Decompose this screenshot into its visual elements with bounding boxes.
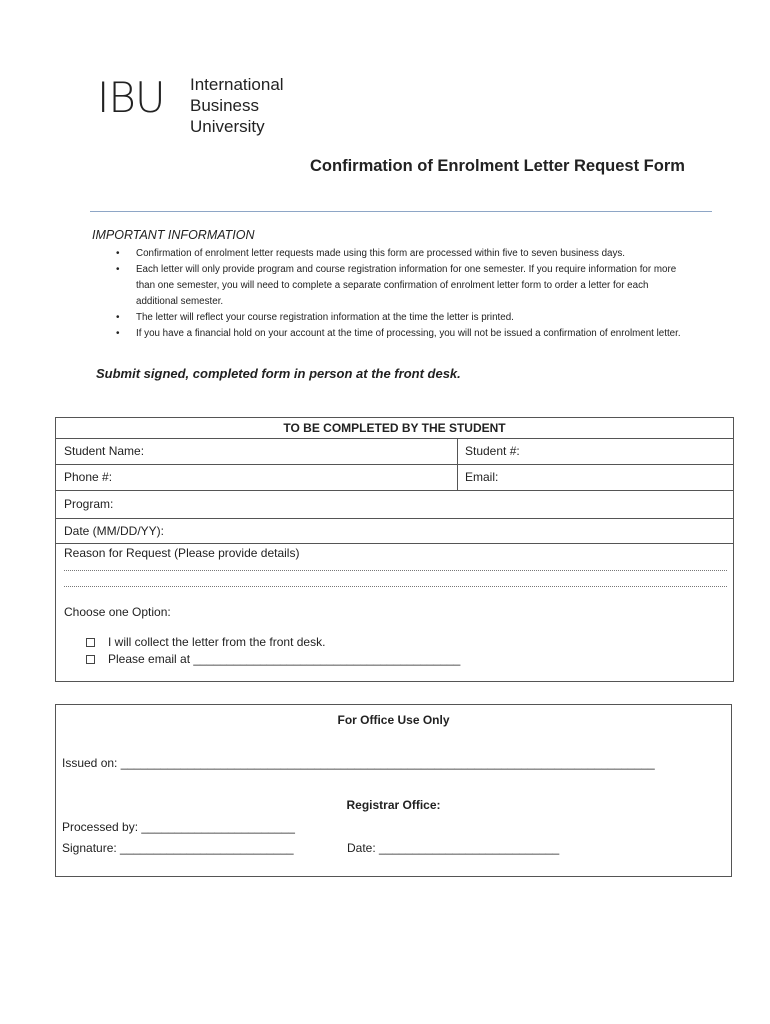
office-section-header: For Office Use Only — [337, 713, 450, 727]
reason-line[interactable] — [64, 586, 727, 587]
form-title: Confirmation of Enrolment Letter Request Form — [310, 157, 685, 175]
student-number-field[interactable]: Student #: — [465, 444, 520, 458]
logo-line: International — [190, 75, 284, 94]
info-item: • The letter will reflect your course registration information at the time the letter is printed. — [92, 310, 692, 326]
info-item: • Each letter will only provide program and course registration information for one semester. If you require information for more than one semester, you will need to complete a separate confirmation of enrolment letter form to order a letter for each additional semester. — [92, 262, 692, 310]
reason-line[interactable] — [64, 570, 727, 571]
office-section — [55, 704, 732, 877]
program-row — [56, 490, 733, 519]
email-checkbox[interactable] — [86, 655, 95, 664]
choose-option-label: Choose one Option: — [64, 605, 171, 619]
logo-line: Business — [190, 96, 259, 115]
student-section-header: TO BE COMPLETED BY THE STUDENT — [283, 421, 506, 435]
date-row — [56, 518, 733, 544]
processed-by-field[interactable]: Processed by: _______________________ — [62, 820, 295, 834]
logo-mark: IBU — [97, 73, 165, 122]
contact-row — [56, 464, 733, 491]
collect-checkbox[interactable] — [86, 638, 95, 647]
logo-wordmark — [190, 74, 330, 137]
title-divider — [90, 211, 712, 212]
email-field[interactable]: Email: — [465, 470, 499, 484]
date-field[interactable]: Date (MM/DD/YY): — [64, 523, 165, 538]
submit-note: Submit signed, completed form in person at the front desk. — [96, 366, 461, 381]
signature-field[interactable]: Signature: __________________________ — [62, 841, 294, 855]
reason-label: Reason for Request (Please provide details) — [64, 546, 300, 560]
student-section — [55, 417, 734, 682]
name-row — [56, 438, 733, 465]
student-name-field[interactable]: Student Name: — [64, 444, 145, 458]
important-info-heading: IMPORTANT INFORMATION — [92, 228, 255, 242]
collect-option-label: I will collect the letter from the front desk. — [108, 635, 326, 649]
office-date-field[interactable]: Date: ___________________________ — [347, 841, 560, 855]
program-field[interactable]: Program: — [64, 497, 114, 511]
phone-field[interactable]: Phone #: — [64, 470, 113, 484]
logo-line: University — [190, 117, 265, 136]
email-option-label[interactable]: Please email at ________________________________________ — [108, 652, 461, 666]
registrar-office-label: Registrar Office: — [346, 798, 441, 812]
important-info-list — [92, 246, 692, 342]
issued-on-field[interactable]: Issued on: ________________________________________________________________________________ — [62, 756, 655, 770]
student-section-header-row — [56, 418, 733, 439]
info-item: • If you have a financial hold on your account at the time of processing, you will not be issued a confirmation of enrolment letter. — [92, 326, 692, 342]
info-item: • Confirmation of enrolment letter requests made using this form are processed within five to seven business days. — [92, 246, 692, 262]
